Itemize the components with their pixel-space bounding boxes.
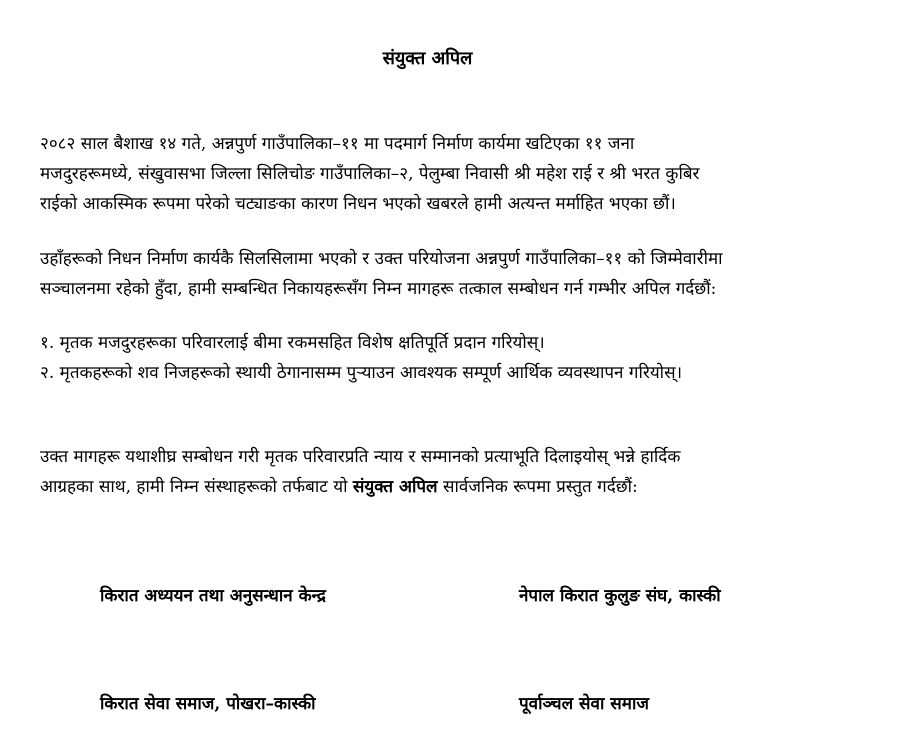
- paragraph-line: राईको आकस्मिक रूपमा परेको चट्याङका कारण निधन भएको खबरले हामी अत्यन्त मर्माहित भएका छौं।: [40, 194, 676, 214]
- paragraph-line: उक्त मागहरू यथाशीघ्र सम्बोधन गरी मृतक परिवारप्रति न्याय र सम्मानको प्रत्याभूति दिलाइयोस् भन्ने हार्दिक: [40, 447, 681, 467]
- closing-text-after: सार्वजनिक रूपमा प्रस्तुत गर्दछौं:: [437, 477, 638, 497]
- paragraph-line: [40, 472, 840, 502]
- paragraph-line: मजदुरहरूमध्ये, संखुवासभा जिल्ला सिलिचोङ गाउँपालिका–२, पेलुम्बा निवासी श्री महेश राई र श्री भरत कुबिर: [40, 164, 700, 184]
- demand-item: १. मृतक मजदुरहरूका परिवारलाई बीमा रकमसहित विशेष क्षतिपूर्ति प्रदान गरियोस्।: [40, 333, 545, 353]
- demand-item: २. मृतकहरूको शव निजहरूको स्थायी ठेगानासम्म पुर्‍याउन आवश्यक सम्पूर्ण आर्थिक व्यवस्थापन गरियोस्।: [40, 363, 683, 383]
- organization-name: नेपाल किरात कुलुङ संघ, कास्की: [519, 586, 721, 606]
- paragraph-line: सञ्चालनमा रहेको हुँदा, हामी सम्बन्धित निकायहरूसँग निम्न मागहरू तत्काल सम्बोधन गर्न गम्भीर अपिल गर्दछौं:: [40, 279, 717, 299]
- organization-name: किरात अध्ययन तथा अनुसन्धान केन्द्र: [100, 586, 326, 606]
- paragraph-closing: [40, 442, 840, 502]
- paragraph-responsibility: [40, 244, 840, 304]
- paragraph-incident: [40, 129, 840, 219]
- closing-text-emphasis: संयुक्त अपिल: [352, 477, 438, 497]
- organization-name: पूर्वाञ्चल सेवा समाज: [519, 694, 649, 714]
- document-title: संयुक्त अपिल: [382, 48, 473, 69]
- organization-name: किरात सेवा समाज, पोखरा–कास्की: [100, 694, 316, 714]
- demands-list: [40, 328, 840, 388]
- paragraph-line: २०८२ साल बैशाख १४ गते, अन्नपुर्ण गाउँपालिका–११ मा पदमार्ग निर्माण कार्यमा खटिएका ११ जना: [40, 134, 635, 154]
- paragraph-line: उहाँहरूको निधन निर्माण कार्यकै सिलसिलामा भएको र उक्त परियोजना अन्नपुर्ण गाउँपालिका–११ को जिम्मेवारीमा: [40, 249, 723, 269]
- closing-text-before: आग्रहका साथ, हामी निम्न संस्थाहरूको तर्फबाट यो: [40, 477, 353, 497]
